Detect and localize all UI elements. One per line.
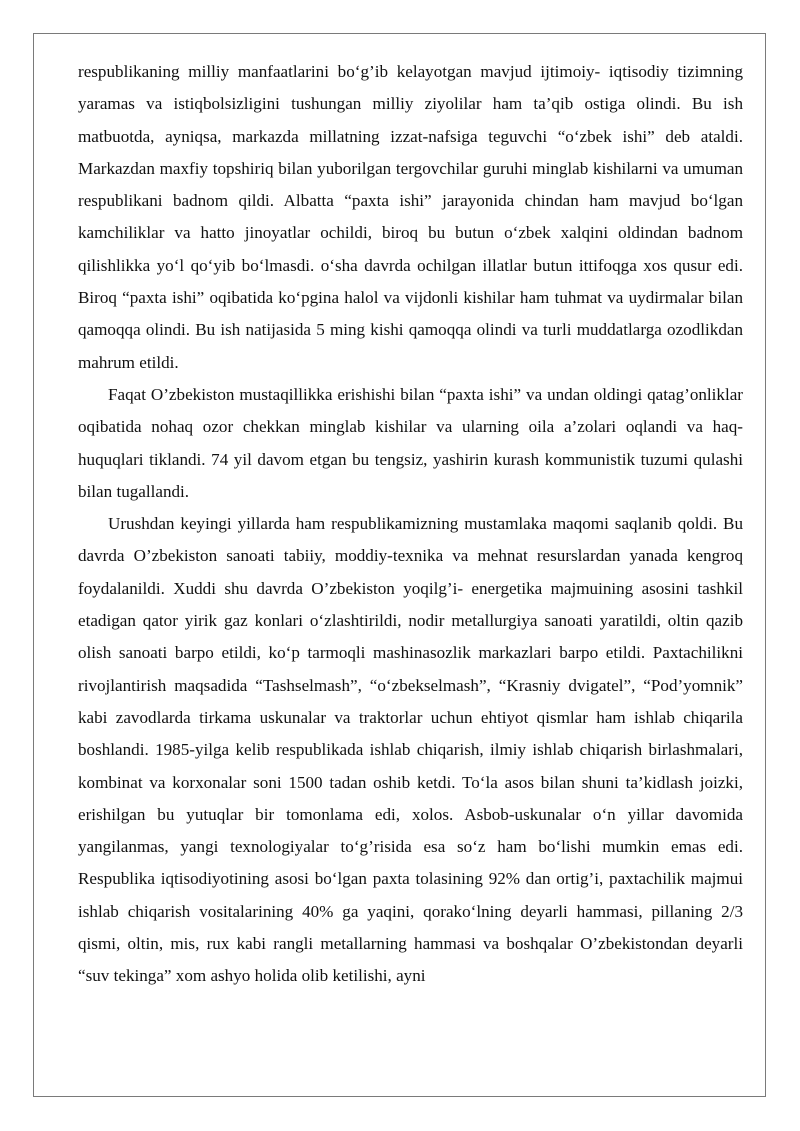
document-body [78,56,743,993]
paragraph-2: Faqat O’zbekiston mustaqillikka erishishi bilan “paxta ishi” va undan oldingi qatag’onliklar oqibatida nohaq ozor chekkan minglab kishilar va ularning oila a’zolari oqlandi va haq-huquqlari tiklandi. 74 yil davom etgan bu tengsiz, yashirin kurash kommunistik tuzumi qulashi bilan tugallandi. [78,384,743,501]
paragraph-3: Urushdan keyingi yillarda ham respublikamizning mustamlaka maqomi saqlanib qoldi. Bu davrda O’zbekiston sanoati tabiiy, moddiy-texnika va mehnat resurslardan yanada kengroq foydalanildi. Xuddi shu davrda O’zbekiston yoqilg’i- energetika majmuining asosini tashkil etadigan qator yirik gaz konlari o‘zlashtirildi, nodir metallurgiya sanoati yaratildi, oltin qazib olish sanoati barpo etildi, ko‘p tarmoqli mashinasozlik markazlari barpo etildi. Paxtachilikni rivojlantirish maqsadida “Tashselmash”, “o‘zbekselmash”, “Krasniy dvigatel”, “Pod’yomnik” kabi zavodlarda tirkama uskunalar va traktorlar uchun ehtiyot qismlar ham ishlab chiqarila boshlandi. 1985-yilga kelib respublikada ishlab chiqarish, ilmiy ishlab chiqarish birlashmalari, kombinat va korxonalar soni 1500 tadan oshib ketdi. To‘la asos bilan shuni ta’kidlash joizki, erishilgan bu yutuqlar bir tomonlama edi, xolos. Asbob-uskunalar o‘n yillar davomida yangilanmas, yangi texnologiyalar to‘g’risida esa so‘z ham bo‘lishi mumkin emas edi. Respublika iqtisodiyotining asosi bo‘lgan paxta tolasining 92% dan ortig’i, paxtachilik majmui ishlab chiqarish vositalarining 40% ga yaqini, qorako‘lning deyarli hammasi, pillaning 2/3 qismi, oltin, mis, rux kabi rangli metallarning hammasi va boshqalar O’zbekistondan deyarli “suv tekinga” xom ashyo holida olib ketilishi, ayni [78,514,743,986]
paragraph-1: respublikaning milliy manfaatlarini bo‘g’ib kelayotgan mavjud ijtimoiy- iqtisodiy tizimning yaramas va istiqbolsizligini tushungan milliy ziyolilar ham ta’qib ostiga olindi. Bu ish matbuotda, ayniqsa, markazda millatning izzat-nafsiga teguvchi “o‘zbek ishi” deb ataldi. Markazdan maxfiy topshiriq bilan yuborilgan tergovchilar guruhi minglab kishilarni va umuman respublikani badnom qildi. Albatta “paxta ishi” jarayonida chindan ham mavjud bo‘lgan kamchiliklar va hatto jinoyatlar ochildi, biroq bu butun o‘zbek xalqini oldindan badnom qilishlikka yo‘l qo‘yib bo‘lmasdi. o‘sha davrda ochilgan illatlar butun ittifoqga xos qusur edi. Biroq “paxta ishi” oqibatida ko‘pgina halol va vijdonli kishilar ham tuhmat va uydirmalar bilan qamoqqa olindi. Bu ish natijasida 5 ming kishi qamoqqa olindi va turli muddatlarga ozodlikdan mahrum etildi. [78,62,743,372]
